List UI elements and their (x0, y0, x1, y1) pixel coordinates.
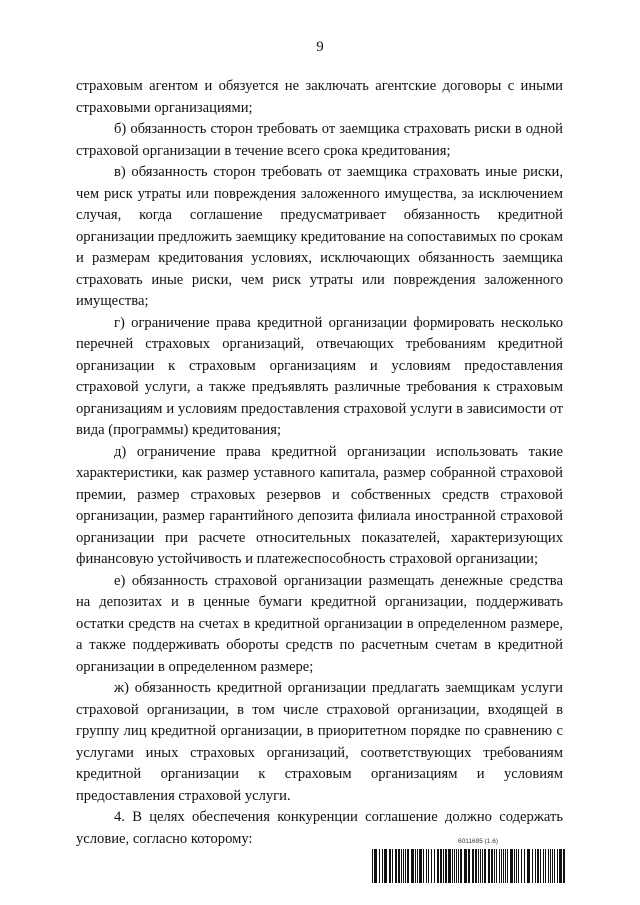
barcode-bar (452, 849, 453, 883)
barcode-bar (405, 849, 406, 883)
barcode-bar (374, 849, 377, 883)
barcode-bar (423, 849, 424, 883)
paragraph-item-v: в) обязанность сторон требовать от заемщика страховать иные риски, чем риск утраты или повреждения заложенного имущества, за исключением случая, когда соглашение предусматривает обязанность кредитной организации предложить заемщику кредитование на сопоставимых по срокам и размерам кредитования условиях, исключающих обязанность заемщика страховать иные риски, чем риск утраты или повреждения заложенного имущества; (76, 164, 563, 309)
barcode-bar (475, 849, 477, 883)
paragraph-item-g: г) ограничение права кредитной организации формировать несколько перечней страховых организаций, отвечающих требованиям кредитной организации к страховым организациям и условиям предоставления страховой услуги, а также предъявлять различные требования к страховым организациям и условиям предоставления страховой услуги в зависимости от вида (программы) кредитования; (76, 314, 563, 438)
barcode-bar (464, 849, 467, 883)
barcode-bar (540, 849, 541, 883)
barcode-bar (417, 849, 418, 883)
paragraph-section-4: 4. В целях обеспечения конкуренции соглашение должно содержать условие, согласно которому: (76, 809, 563, 847)
barcode-bar (545, 849, 546, 883)
barcode-bar (437, 849, 439, 883)
barcode-bar (407, 849, 409, 883)
page-number: 9 (316, 39, 324, 55)
barcode-bar (543, 849, 544, 883)
barcode-bar (550, 849, 551, 883)
barcode-bar (491, 849, 493, 883)
barcode-bar (484, 849, 486, 883)
barcode-bar (448, 849, 451, 883)
barcode-bar (499, 849, 500, 883)
barcode-bar (505, 849, 506, 883)
barcode-bar (415, 849, 416, 883)
paragraph-item-zh: ж) обязанность кредитной организации предлагать заемщикам услуги страховой организации, в том числе страховой организации, входящей в группу лиц кредитной организации, в приоритетном порядке по сравнению с услугами иных страховых организаций, соответствующих требованиям кредитной организации к страховым организациям и условиям предоставления страховой услуги. (76, 680, 563, 804)
barcode-bar (494, 849, 495, 883)
barcode-bar (559, 849, 562, 883)
barcode-bar (372, 849, 373, 883)
barcode-bar (426, 849, 427, 883)
barcode-bar (521, 849, 522, 883)
barcode-bar (503, 849, 504, 883)
barcode-bar (468, 849, 470, 883)
barcode-bar (382, 849, 383, 883)
barcode-bar (548, 849, 549, 883)
barcode-bar (478, 849, 479, 883)
barcode-bar (518, 849, 519, 883)
barcode-bar (411, 849, 414, 883)
barcode-bar (563, 849, 565, 883)
barcode-bar (445, 849, 447, 883)
barcode-bar (456, 849, 457, 883)
barcode-bar (501, 849, 502, 883)
barcode-bar (488, 849, 490, 883)
paragraph-continuation: страховым агентом и обязуется не заключать агентские договоры с иными страховыми организациями; (76, 78, 563, 116)
barcode-bar (516, 849, 517, 883)
barcode-bar (454, 849, 455, 883)
barcode-bar (507, 849, 508, 883)
barcode-label: 6011695 (1.6) (458, 838, 498, 845)
barcode-bar (527, 849, 530, 883)
barcode-bar (537, 849, 539, 883)
barcode-bar (403, 849, 404, 883)
barcode-bar (480, 849, 481, 883)
paragraph-item-b: б) обязанность сторон требовать от заемщика страховать риски в одной страховой организации в течение всего срока кредитования; (76, 121, 563, 159)
barcode-bar (443, 849, 444, 883)
barcode-bar (554, 849, 555, 883)
paragraph-item-e: е) обязанность страховой организации размещать денежные средства на депозитах и в ценные бумаги кредитной организации, поддерживать остатки средств на счетах в кредитной организации в определенном размере, а также поддерживать обороты средств по расчетным счетам в кредитной организации в определенном размере; (76, 572, 563, 675)
barcode-bar (552, 849, 553, 883)
barcode-bar (419, 849, 422, 883)
barcode-bar (460, 849, 462, 883)
barcode-bar (395, 849, 397, 883)
barcode-bar (458, 849, 459, 883)
barcode-bar (384, 849, 387, 883)
barcode-bar (392, 849, 393, 883)
barcode-bar (389, 849, 391, 883)
barcode-bar (557, 849, 558, 883)
barcode-bar (398, 849, 400, 883)
barcode-bar (440, 849, 442, 883)
barcode-bar (431, 849, 432, 883)
document-barcode (372, 838, 568, 886)
barcode-bar (496, 849, 497, 883)
barcode-bar (532, 849, 533, 883)
barcode-bar (524, 849, 525, 883)
barcode-bar (428, 849, 429, 883)
barcode-bar (482, 849, 483, 883)
barcode-bar (514, 849, 515, 883)
barcode-bar (472, 849, 474, 883)
barcode-bar (401, 849, 402, 883)
document-body (76, 76, 563, 850)
paragraph-item-d: д) ограничение права кредитной организации использовать такие характеристики, как размер уставного капитала, размер собранной страховой премии, размер страховых резервов и собственных средств страховой организации, размер гарантийного депозита филиала иностранной страховой организации при расчете относительных показателей, характеризующих финансовую устойчивость и платежеспособность страховой организации; (76, 443, 563, 567)
barcode-bar (379, 849, 380, 883)
barcode-icon (372, 849, 568, 883)
barcode-bar (434, 849, 435, 883)
barcode-bar (510, 849, 513, 883)
barcode-bar (535, 849, 536, 883)
